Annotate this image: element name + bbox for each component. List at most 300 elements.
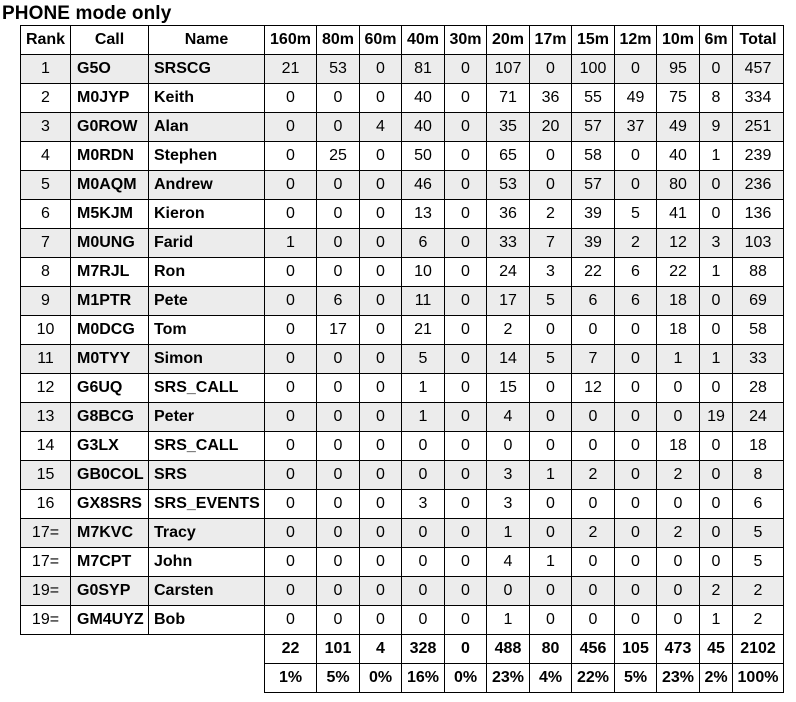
band-count-cell: 8 <box>700 84 733 113</box>
total-cell: 24 <box>733 403 784 432</box>
total-cell: 6 <box>733 490 784 519</box>
band-count-cell: 14 <box>487 345 530 374</box>
band-count-cell: 40 <box>657 142 700 171</box>
band-count-cell: 0 <box>317 229 360 258</box>
band-percentage-cell: 23% <box>657 664 700 693</box>
band-count-cell: 0 <box>445 490 487 519</box>
band-count-cell: 2 <box>572 461 615 490</box>
band-total-cell: 45 <box>700 635 733 664</box>
band-count-cell: 5 <box>530 287 572 316</box>
band-count-cell: 0 <box>615 403 657 432</box>
call-cell: M7RJL <box>71 258 149 287</box>
band-count-cell: 0 <box>445 287 487 316</box>
band-count-cell: 0 <box>402 432 445 461</box>
band-count-cell: 0 <box>615 606 657 635</box>
band-count-cell: 1 <box>530 461 572 490</box>
total-cell: 28 <box>733 374 784 403</box>
band-count-cell: 41 <box>657 200 700 229</box>
rank-cell: 7 <box>21 229 71 258</box>
table-row <box>21 113 784 142</box>
band-count-cell: 49 <box>657 113 700 142</box>
band-count-cell: 0 <box>530 316 572 345</box>
call-cell: M7CPT <box>71 548 149 577</box>
name-cell: SRSCG <box>149 55 265 84</box>
band-count-cell: 55 <box>572 84 615 113</box>
table-row <box>21 490 784 519</box>
name-cell: SRS_CALL <box>149 374 265 403</box>
band-total-cell: 473 <box>657 635 700 664</box>
table-row <box>21 548 784 577</box>
band-count-cell: 22 <box>657 258 700 287</box>
rank-cell: 5 <box>21 171 71 200</box>
total-cell: 8 <box>733 461 784 490</box>
total-cell: 136 <box>733 200 784 229</box>
total-cell: 69 <box>733 287 784 316</box>
band-percentage-cell: 16% <box>402 664 445 693</box>
band-count-cell: 1 <box>700 258 733 287</box>
table-row <box>21 606 784 635</box>
name-cell: John <box>149 548 265 577</box>
band-count-cell: 0 <box>265 374 317 403</box>
call-cell: GB0COL <box>71 461 149 490</box>
band-count-cell: 0 <box>487 577 530 606</box>
band-count-cell: 0 <box>360 171 402 200</box>
band-count-cell: 2 <box>572 519 615 548</box>
band-count-cell: 40 <box>402 84 445 113</box>
total-cell: 457 <box>733 55 784 84</box>
column-header: Total <box>733 26 784 55</box>
band-count-cell: 0 <box>402 519 445 548</box>
band-count-cell: 6 <box>572 287 615 316</box>
band-count-cell: 0 <box>360 55 402 84</box>
table-row <box>21 316 784 345</box>
column-header: 30m <box>445 26 487 55</box>
band-count-cell: 0 <box>360 577 402 606</box>
band-count-cell: 19 <box>700 403 733 432</box>
band-count-cell: 5 <box>615 200 657 229</box>
band-count-cell: 4 <box>360 113 402 142</box>
band-count-cell: 0 <box>700 316 733 345</box>
band-count-cell: 0 <box>265 316 317 345</box>
rank-cell: 17= <box>21 548 71 577</box>
band-count-cell: 95 <box>657 55 700 84</box>
name-cell: Alan <box>149 113 265 142</box>
band-count-cell: 0 <box>445 519 487 548</box>
band-count-cell: 0 <box>360 316 402 345</box>
band-count-cell: 0 <box>530 171 572 200</box>
rank-cell: 14 <box>21 432 71 461</box>
band-count-cell: 50 <box>402 142 445 171</box>
band-count-cell: 0 <box>445 606 487 635</box>
total-cell: 239 <box>733 142 784 171</box>
band-count-cell: 0 <box>530 577 572 606</box>
band-count-cell: 0 <box>317 519 360 548</box>
band-percentage-cell: 22% <box>572 664 615 693</box>
rank-cell: 4 <box>21 142 71 171</box>
band-count-cell: 0 <box>265 461 317 490</box>
band-count-cell: 21 <box>402 316 445 345</box>
band-count-cell: 0 <box>317 403 360 432</box>
band-percentage-cell: 2% <box>700 664 733 693</box>
band-count-cell: 0 <box>445 374 487 403</box>
total-cell: 236 <box>733 171 784 200</box>
page-title: PHONE mode only <box>2 3 172 24</box>
band-count-cell: 0 <box>265 113 317 142</box>
band-count-cell: 0 <box>445 403 487 432</box>
name-cell: Ron <box>149 258 265 287</box>
band-count-cell: 0 <box>572 432 615 461</box>
band-count-cell: 0 <box>445 577 487 606</box>
band-count-cell: 46 <box>402 171 445 200</box>
band-count-cell: 3 <box>700 229 733 258</box>
band-total-cell: 488 <box>487 635 530 664</box>
rank-cell: 8 <box>21 258 71 287</box>
band-count-cell: 0 <box>615 432 657 461</box>
band-count-cell: 0 <box>572 403 615 432</box>
band-count-cell: 0 <box>487 432 530 461</box>
rank-cell: 6 <box>21 200 71 229</box>
total-cell: 5 <box>733 548 784 577</box>
band-count-cell: 0 <box>530 490 572 519</box>
band-count-cell: 1 <box>402 374 445 403</box>
table-row <box>21 461 784 490</box>
column-header: 80m <box>317 26 360 55</box>
band-count-cell: 5 <box>530 345 572 374</box>
call-cell: M7KVC <box>71 519 149 548</box>
band-count-cell: 0 <box>700 55 733 84</box>
rank-cell: 10 <box>21 316 71 345</box>
band-count-cell: 0 <box>445 548 487 577</box>
table-row <box>21 345 784 374</box>
band-total-cell: 101 <box>317 635 360 664</box>
name-cell: Tom <box>149 316 265 345</box>
call-cell: G0SYP <box>71 577 149 606</box>
band-count-cell: 0 <box>317 606 360 635</box>
call-cell: M0AQM <box>71 171 149 200</box>
table-row <box>21 432 784 461</box>
band-count-cell: 10 <box>402 258 445 287</box>
band-count-cell: 0 <box>615 548 657 577</box>
band-count-cell: 0 <box>700 519 733 548</box>
band-count-cell: 2 <box>530 200 572 229</box>
band-count-cell: 0 <box>615 577 657 606</box>
call-cell: M0RDN <box>71 142 149 171</box>
band-count-cell: 0 <box>445 113 487 142</box>
band-count-cell: 4 <box>487 548 530 577</box>
band-count-cell: 0 <box>445 171 487 200</box>
table-row <box>21 519 784 548</box>
call-cell: G5O <box>71 55 149 84</box>
column-header: 17m <box>530 26 572 55</box>
band-count-cell: 0 <box>572 548 615 577</box>
band-count-cell: 2 <box>615 229 657 258</box>
band-count-cell: 1 <box>487 606 530 635</box>
band-count-cell: 0 <box>530 374 572 403</box>
band-count-cell: 71 <box>487 84 530 113</box>
band-count-cell: 0 <box>615 345 657 374</box>
band-percentage-cell: 0% <box>445 664 487 693</box>
name-cell: Tracy <box>149 519 265 548</box>
total-cell: 334 <box>733 84 784 113</box>
band-total-cell: 4 <box>360 635 402 664</box>
band-count-cell: 0 <box>572 577 615 606</box>
name-cell: SRS_EVENTS <box>149 490 265 519</box>
table-row <box>21 374 784 403</box>
band-count-cell: 0 <box>360 519 402 548</box>
table-row <box>21 55 784 84</box>
total-cell: 33 <box>733 345 784 374</box>
call-cell: M0DCG <box>71 316 149 345</box>
band-count-cell: 0 <box>265 142 317 171</box>
band-count-cell: 1 <box>700 606 733 635</box>
rank-cell: 19= <box>21 577 71 606</box>
totals-row <box>21 635 784 664</box>
band-count-cell: 9 <box>700 113 733 142</box>
band-count-cell: 0 <box>700 548 733 577</box>
band-count-cell: 53 <box>487 171 530 200</box>
band-count-cell: 0 <box>317 577 360 606</box>
band-percentage-cell: 100% <box>733 664 784 693</box>
scores-table <box>20 25 784 693</box>
band-count-cell: 1 <box>402 403 445 432</box>
band-count-cell: 0 <box>700 200 733 229</box>
table-body <box>21 55 784 693</box>
blank-cell <box>21 664 265 693</box>
column-header: 60m <box>360 26 402 55</box>
band-count-cell: 3 <box>487 461 530 490</box>
rank-cell: 17= <box>21 519 71 548</box>
band-count-cell: 35 <box>487 113 530 142</box>
rank-cell: 16 <box>21 490 71 519</box>
band-count-cell: 100 <box>572 55 615 84</box>
band-count-cell: 0 <box>317 490 360 519</box>
table-row <box>21 577 784 606</box>
band-count-cell: 0 <box>265 548 317 577</box>
total-cell: 251 <box>733 113 784 142</box>
band-count-cell: 49 <box>615 84 657 113</box>
band-count-cell: 3 <box>530 258 572 287</box>
band-count-cell: 0 <box>265 345 317 374</box>
column-header: Rank <box>21 26 71 55</box>
band-count-cell: 0 <box>615 316 657 345</box>
band-count-cell: 0 <box>265 287 317 316</box>
band-count-cell: 0 <box>360 142 402 171</box>
band-count-cell: 0 <box>360 258 402 287</box>
band-count-cell: 25 <box>317 142 360 171</box>
name-cell: Keith <box>149 84 265 113</box>
band-count-cell: 0 <box>530 606 572 635</box>
band-count-cell: 53 <box>317 55 360 84</box>
band-total-cell: 22 <box>265 635 317 664</box>
band-count-cell: 0 <box>445 258 487 287</box>
band-count-cell: 3 <box>402 490 445 519</box>
rank-cell: 12 <box>21 374 71 403</box>
total-cell: 18 <box>733 432 784 461</box>
total-cell: 88 <box>733 258 784 287</box>
band-count-cell: 7 <box>572 345 615 374</box>
name-cell: Farid <box>149 229 265 258</box>
band-percentage-cell: 1% <box>265 664 317 693</box>
band-total-cell: 328 <box>402 635 445 664</box>
band-count-cell: 0 <box>445 84 487 113</box>
column-header: 6m <box>700 26 733 55</box>
band-count-cell: 0 <box>572 606 615 635</box>
band-count-cell: 65 <box>487 142 530 171</box>
name-cell: Carsten <box>149 577 265 606</box>
call-cell: GX8SRS <box>71 490 149 519</box>
band-count-cell: 0 <box>360 461 402 490</box>
name-cell: Andrew <box>149 171 265 200</box>
band-total-cell: 456 <box>572 635 615 664</box>
call-cell: G8BCG <box>71 403 149 432</box>
band-count-cell: 0 <box>402 606 445 635</box>
band-count-cell: 2 <box>700 577 733 606</box>
band-count-cell: 6 <box>317 287 360 316</box>
band-count-cell: 13 <box>402 200 445 229</box>
rank-cell: 2 <box>21 84 71 113</box>
band-count-cell: 0 <box>615 374 657 403</box>
band-count-cell: 1 <box>657 345 700 374</box>
band-count-cell: 0 <box>402 577 445 606</box>
band-count-cell: 0 <box>317 200 360 229</box>
name-cell: Kieron <box>149 200 265 229</box>
band-count-cell: 1 <box>265 229 317 258</box>
band-count-cell: 17 <box>317 316 360 345</box>
call-cell: M0UNG <box>71 229 149 258</box>
band-count-cell: 18 <box>657 316 700 345</box>
band-count-cell: 0 <box>700 171 733 200</box>
call-cell: M5KJM <box>71 200 149 229</box>
band-count-cell: 107 <box>487 55 530 84</box>
band-count-cell: 0 <box>317 432 360 461</box>
column-header: 15m <box>572 26 615 55</box>
band-count-cell: 4 <box>487 403 530 432</box>
band-count-cell: 21 <box>265 55 317 84</box>
band-count-cell: 0 <box>317 461 360 490</box>
band-percentage-cell: 0% <box>360 664 402 693</box>
header-row <box>21 26 784 55</box>
band-count-cell: 0 <box>317 548 360 577</box>
band-count-cell: 3 <box>487 490 530 519</box>
band-count-cell: 0 <box>572 316 615 345</box>
band-count-cell: 0 <box>360 548 402 577</box>
band-count-cell: 0 <box>445 432 487 461</box>
band-count-cell: 57 <box>572 113 615 142</box>
band-count-cell: 0 <box>572 490 615 519</box>
band-count-cell: 1 <box>530 548 572 577</box>
band-count-cell: 0 <box>265 403 317 432</box>
band-count-cell: 6 <box>402 229 445 258</box>
call-cell: G0ROW <box>71 113 149 142</box>
name-cell: Bob <box>149 606 265 635</box>
band-count-cell: 0 <box>360 490 402 519</box>
total-cell: 5 <box>733 519 784 548</box>
band-count-cell: 0 <box>445 200 487 229</box>
rank-cell: 15 <box>21 461 71 490</box>
band-count-cell: 81 <box>402 55 445 84</box>
band-count-cell: 0 <box>265 258 317 287</box>
name-cell: Stephen <box>149 142 265 171</box>
band-count-cell: 0 <box>657 577 700 606</box>
rank-cell: 11 <box>21 345 71 374</box>
band-count-cell: 1 <box>700 142 733 171</box>
band-count-cell: 0 <box>360 200 402 229</box>
column-header: 40m <box>402 26 445 55</box>
rank-cell: 3 <box>21 113 71 142</box>
band-count-cell: 24 <box>487 258 530 287</box>
band-percentage-cell: 4% <box>530 664 572 693</box>
band-count-cell: 0 <box>657 606 700 635</box>
name-cell: SRS <box>149 461 265 490</box>
column-header: Call <box>71 26 149 55</box>
band-count-cell: 0 <box>360 432 402 461</box>
column-header: Name <box>149 26 265 55</box>
band-count-cell: 37 <box>615 113 657 142</box>
band-count-cell: 0 <box>700 461 733 490</box>
band-count-cell: 0 <box>657 403 700 432</box>
band-count-cell: 0 <box>615 519 657 548</box>
table-row <box>21 200 784 229</box>
total-cell: 2 <box>733 606 784 635</box>
blank-cell <box>21 635 265 664</box>
rank-cell: 9 <box>21 287 71 316</box>
name-cell: Pete <box>149 287 265 316</box>
rank-cell: 19= <box>21 606 71 635</box>
name-cell: SRS_CALL <box>149 432 265 461</box>
band-count-cell: 0 <box>700 432 733 461</box>
table-row <box>21 84 784 113</box>
table-row <box>21 171 784 200</box>
total-cell: 58 <box>733 316 784 345</box>
call-cell: G6UQ <box>71 374 149 403</box>
band-count-cell: 0 <box>265 606 317 635</box>
band-count-cell: 17 <box>487 287 530 316</box>
band-count-cell: 0 <box>530 432 572 461</box>
band-count-cell: 58 <box>572 142 615 171</box>
band-count-cell: 0 <box>317 113 360 142</box>
band-count-cell: 36 <box>487 200 530 229</box>
table-row <box>21 229 784 258</box>
band-count-cell: 15 <box>487 374 530 403</box>
band-count-cell: 0 <box>530 55 572 84</box>
call-cell: M0TYY <box>71 345 149 374</box>
band-count-cell: 1 <box>487 519 530 548</box>
band-count-cell: 0 <box>615 55 657 84</box>
band-count-cell: 80 <box>657 171 700 200</box>
band-count-cell: 0 <box>530 142 572 171</box>
column-header: 12m <box>615 26 657 55</box>
band-count-cell: 39 <box>572 200 615 229</box>
band-count-cell: 0 <box>317 171 360 200</box>
percentages-row <box>21 664 784 693</box>
band-count-cell: 40 <box>402 113 445 142</box>
band-count-cell: 6 <box>615 258 657 287</box>
table-row <box>21 142 784 171</box>
band-count-cell: 2 <box>657 519 700 548</box>
band-count-cell: 0 <box>700 374 733 403</box>
band-count-cell: 6 <box>615 287 657 316</box>
band-count-cell: 20 <box>530 113 572 142</box>
total-cell: 2 <box>733 577 784 606</box>
band-count-cell: 18 <box>657 287 700 316</box>
band-count-cell: 0 <box>615 461 657 490</box>
band-count-cell: 0 <box>360 606 402 635</box>
band-count-cell: 0 <box>360 84 402 113</box>
band-percentage-cell: 5% <box>317 664 360 693</box>
column-header: 10m <box>657 26 700 55</box>
band-count-cell: 0 <box>317 258 360 287</box>
band-count-cell: 0 <box>317 374 360 403</box>
